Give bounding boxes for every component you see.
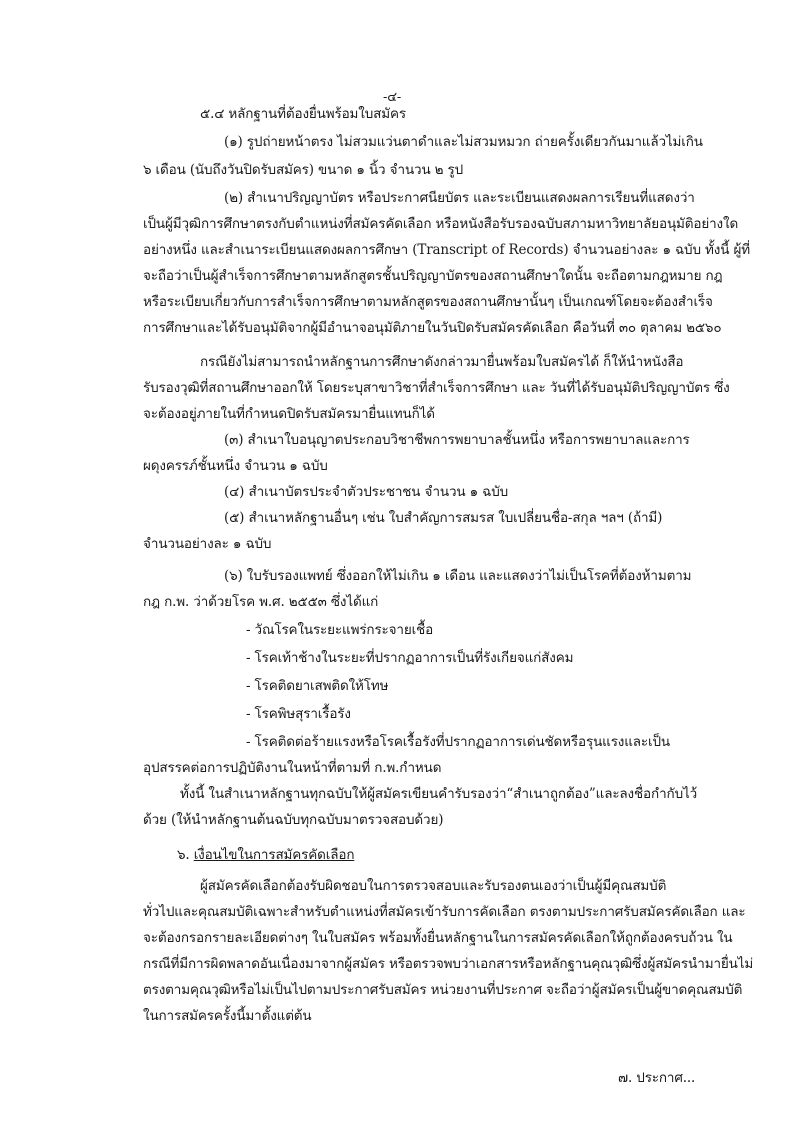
section-6-heading [177,845,354,865]
item-2-line-3: อย่างหนึ่ง และสำเนาระเบียนแสดงผลการศึกษา (Transcript of Records) จำนวนอย่างละ ๑ ฉบับ ทั้งนี้ ผู้ที่ [143,242,750,258]
item-2-line-6: การศึกษาและได้รับอนุมัติจากผู้มีอำนาจอนุมัติภายในวันปิดรับสมัครคัดเลือก คือวันที่ ๓๐ ตุลาคม ๒๕๖๐ [143,320,722,336]
item-5-line-1: (๕) สำเนาหลักฐานอื่นๆ เช่น ใบสำคัญการสมรส ใบเปลี่ยนชื่อ-สกุล ฯลฯ (ถ้ามี) [224,510,663,526]
item-2-line-2: เป็นผู้มีวุฒิการศึกษาตรงกับตำแหน่งที่สมัครคัดเลือก หรือหนังสือรับรองฉบับสภามหาวิทยาลัยอนุมัติอย่างใด [143,216,739,232]
item-2-line-4: จะถือว่าเป็นผู้สำเร็จการศึกษาตามหลักสูตรชั้นปริญญาบัตรของสถานศึกษาใดนั้น จะถือตามกฎหมาย กฎ [143,268,723,284]
disease-item: - โรคเท้าช้างในระยะที่ปรากฏอาการเป็นที่รังเกียจแก่สังคม [246,650,574,666]
section-6-number: ๖. [177,847,190,863]
section-6-para-line-3: จะต้องกรอกรายละเอียดต่างๆ ในใบสมัคร พร้อมทั้งยื่นหลักฐานในการสมัครคัดเลือกให้ถูกต้องครบถ้วน ใน [143,930,733,946]
section-6-title: เงื่อนไขในการสมัครคัดเลือก [193,847,355,863]
disease-item: - วัณโรคในระยะแพร่กระจายเชื้อ [246,622,434,638]
section-5-4-heading: ๕.๔ หลักฐานที่ต้องยื่นพร้อมใบสมัคร [200,106,406,122]
item-2-line-5: หรือระเบียบเกี่ยวกับการสำเร็จการศึกษาตามหลักสูตรของสถานศึกษานั้นๆ เป็นเกณฑ์โดยจะต้องสำเร็จ [143,294,713,310]
item-4: (๔) สำเนาบัตรประจำตัวประชาชน จำนวน ๑ ฉบับ [224,484,509,500]
item-2b-line-1: กรณียังไม่สามารถนำหลักฐานการศึกษาดังกล่าวมายื่นพร้อมใบสมัครได้ ก็ให้นำหนังสือ [200,354,684,370]
next-page-continuation: ๗. ประกาศ... [618,1070,696,1086]
item-5-line-2: จำนวนอย่างละ ๑ ฉบับ [143,536,272,552]
page-number: -๔- [383,90,402,105]
item-3-line-1: (๓) สำเนาใบอนุญาตประกอบวิชาชีพการพยาบาลชั้นหนึ่ง หรือการพยาบาลและการ [224,432,690,448]
item-1-line-1: (๑) รูปถ่ายหน้าตรง ไม่สวมแว่นตาดำและไม่สวมหมวก ถ่ายครั้งเดียวกันมาแล้วไม่เกิน [224,134,703,150]
item-1-line-2: ๖ เดือน (นับถึงวันปิดรับสมัคร) ขนาด ๑ นิ้ว จำนวน ๒ รูป [143,162,464,178]
item-2b-line-2: รับรองวุฒิที่สถานศึกษาออกให้ โดยระบุสาขาวิชาที่สำเร็จการศึกษา และ วันที่ได้รับอนุมัติปริญญาบัตร ซึ่ง [143,380,730,396]
section-6-para-line-1: ผู้สมัครคัดเลือกต้องรับผิดชอบในการตรวจสอบและรับรองตนเองว่าเป็นผู้มีคุณสมบัติ [200,878,667,894]
certification-note-line-1: ทั้งนี้ ในสำเนาหลักฐานทุกฉบับให้ผู้สมัครเขียนคำรับรองว่า“สำเนาถูกต้อง”และลงชื่อกำกับไว้ [180,786,698,802]
disease-item-continued: อุปสรรคต่อการปฏิบัติงานในหน้าที่ตามที่ ก.พ.กำหนด [143,760,442,776]
section-6-para-line-5: ตรงตามคุณวุฒิหรือไม่เป็นไปตามประกาศรับสมัคร หน่วยงานที่ประกาศ จะถือว่าผู้สมัครเป็นผู้ขาดคุณสมบัติ [143,982,743,998]
item-2b-line-3: จะต้องอยู่ภายในที่กำหนดปิดรับสมัครมายื่นแทนก็ได้ [143,406,435,422]
item-6-line-1: (๖) ใบรับรองแพทย์ ซึ่งออกให้ไม่เกิน ๑ เดือน และแสดงว่าไม่เป็นโรคที่ต้องห้ามตาม [224,568,692,584]
item-6-line-2: กฎ ก.พ. ว่าด้วยโรค พ.ศ. ๒๕๕๓ ซึ่งได้แก่ [143,594,379,610]
section-6-para-line-4: กรณีที่มีการผิดพลาดอันเนื่องมาจากผู้สมัคร หรือตรวจพบว่าเอกสารหรือหลักฐานคุณวุฒิซึ่งผู้สมัครนำมายื่นไม่ [143,956,754,972]
disease-item: - โรคพิษสุราเรื้อรัง [246,706,351,722]
section-6-para-line-2: ทั่วไปและคุณสมบัติเฉพาะสำหรับตำแหน่งที่สมัครเข้ารับการคัดเลือก ตรงตามประกาศรับสมัครคัดเลือก และ [143,904,746,920]
disease-item: - โรคติดยาเสพติดให้โทษ [246,678,389,694]
certification-note-line-2: ด้วย (ให้นำหลักฐานต้นฉบับทุกฉบับมาตรวจสอบด้วย) [143,812,444,828]
item-3-line-2: ผดุงครรภ์ชั้นหนึ่ง จำนวน ๑ ฉบับ [143,458,328,474]
disease-item: - โรคติดต่อร้ายแรงหรือโรคเรื้อรังที่ปรากฏอาการเด่นชัดหรือรุนแรงและเป็น [246,734,670,750]
item-2-line-1: (๒) สำเนาปริญญาบัตร หรือประกาศนียบัตร และระเบียนแสดงผลการเรียนที่แสดงว่า [224,190,695,206]
section-6-para-line-6: ในการสมัครครั้งนี้มาตั้งแต่ต้น [143,1008,312,1024]
